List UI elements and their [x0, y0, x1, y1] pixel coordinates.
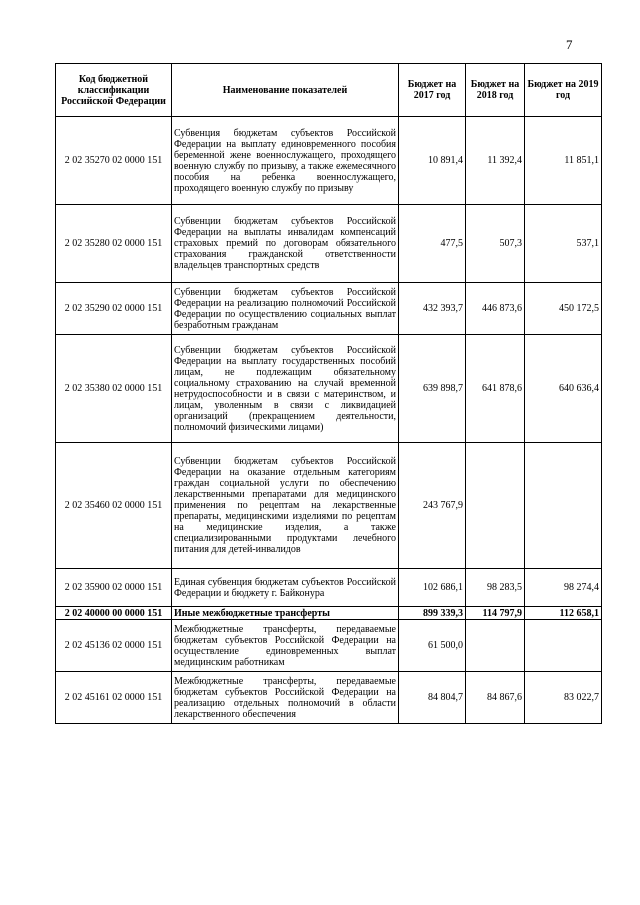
header-2017: Бюджет на 2017 год	[399, 64, 466, 117]
cell-name: Субвенции бюджетам субъектов Российской Федерации на выплату государственных пособий лицам, не подлежащим обязательному социальному страхованию на случай временной нетрудоспособности и в связи с материнством, и лицам, уволенным в связи с ликвидацией организаций (прекращением деятельности, полномочий физическими лицами)	[172, 335, 399, 443]
table-row	[56, 283, 602, 335]
cell-2017: 84 804,7	[399, 672, 466, 724]
header-name: Наименование показателей	[172, 64, 399, 117]
cell-2019: 83 022,7	[525, 672, 602, 724]
cell-2017: 432 393,7	[399, 283, 466, 335]
page-number: 7	[566, 37, 573, 52]
cell-2019: 112 658,1	[525, 607, 602, 620]
cell-2017: 102 686,1	[399, 569, 466, 607]
cell-2018: 98 283,5	[466, 569, 525, 607]
cell-2019	[525, 443, 602, 569]
cell-2018: 114 797,9	[466, 607, 525, 620]
cell-code: 2 02 45136 02 0000 151	[56, 620, 172, 672]
table-header-row	[56, 64, 602, 117]
cell-code: 2 02 35270 02 0000 151	[56, 117, 172, 205]
cell-code: 2 02 40000 00 0000 151	[56, 607, 172, 620]
cell-name: Единая субвенция бюджетам субъектов Российской Федерации и бюджету г. Байконура	[172, 569, 399, 607]
cell-2017: 477,5	[399, 205, 466, 283]
cell-code: 2 02 35380 02 0000 151	[56, 335, 172, 443]
cell-name: Межбюджетные трансферты, передаваемые бюджетам субъектов Российской Федерации на реализацию отдельных полномочий в области лекарственного обеспечения	[172, 672, 399, 724]
table-row-total	[56, 607, 602, 620]
table-row	[56, 205, 602, 283]
cell-2018: 11 392,4	[466, 117, 525, 205]
table-row	[56, 672, 602, 724]
cell-code: 2 02 35280 02 0000 151	[56, 205, 172, 283]
cell-name: Иные межбюджетные трансферты	[172, 607, 399, 620]
table-row	[56, 569, 602, 607]
cell-name: Субвенции бюджетам субъектов Российской Федерации на оказание отдельным категориям граждан социальной услуги по обеспечению лекарственными препаратами для медицинского применения по рецептам на лекарственные препараты, медицинскими изделиями по рецептам на медицинские изделия, а также специализированными продуктами лечебного питания для детей-инвалидов	[172, 443, 399, 569]
cell-2019: 537,1	[525, 205, 602, 283]
cell-code: 2 02 45161 02 0000 151	[56, 672, 172, 724]
cell-2019: 450 172,5	[525, 283, 602, 335]
cell-name: Субвенция бюджетам субъектов Российской Федерации на выплату единовременного пособия беременной жене военнослужащего, проходящего военную службу по призыву, а также ежемесячного пособия на ребенка военнослужащего, проходящего военную службу по призыву	[172, 117, 399, 205]
cell-2019: 98 274,4	[525, 569, 602, 607]
cell-name: Субвенции бюджетам субъектов Российской Федерации на реализацию полномочий Российской Федерации по осуществлению социальных выплат безработным гражданам	[172, 283, 399, 335]
cell-2018: 446 873,6	[466, 283, 525, 335]
cell-name: Межбюджетные трансферты, передаваемые бюджетам субъектов Российской Федерации на осуществление единовременных выплат медицинским работникам	[172, 620, 399, 672]
header-code: Код бюджетной классификации Российской Федерации	[56, 64, 172, 117]
cell-2017: 10 891,4	[399, 117, 466, 205]
cell-2018	[466, 443, 525, 569]
cell-2018	[466, 620, 525, 672]
cell-2019: 640 636,4	[525, 335, 602, 443]
cell-name: Субвенции бюджетам субъектов Российской Федерации на выплаты инвалидам компенсаций страховых премий по договорам обязательного страхования гражданской ответственности владельцев транспортных средств	[172, 205, 399, 283]
cell-2017: 243 767,9	[399, 443, 466, 569]
cell-2018: 641 878,6	[466, 335, 525, 443]
cell-2017: 899 339,3	[399, 607, 466, 620]
cell-2017: 61 500,0	[399, 620, 466, 672]
table-row	[56, 335, 602, 443]
cell-2017: 639 898,7	[399, 335, 466, 443]
table-row	[56, 117, 602, 205]
cell-code: 2 02 35290 02 0000 151	[56, 283, 172, 335]
cell-2019: 11 851,1	[525, 117, 602, 205]
table-row	[56, 620, 602, 672]
cell-2019	[525, 620, 602, 672]
cell-code: 2 02 35900 02 0000 151	[56, 569, 172, 607]
table-row	[56, 443, 602, 569]
cell-2018: 84 867,6	[466, 672, 525, 724]
header-2018: Бюджет на 2018 год	[466, 64, 525, 117]
cell-code: 2 02 35460 02 0000 151	[56, 443, 172, 569]
budget-table	[55, 63, 602, 724]
cell-2018: 507,3	[466, 205, 525, 283]
header-2019: Бюджет на 2019 год	[525, 64, 602, 117]
